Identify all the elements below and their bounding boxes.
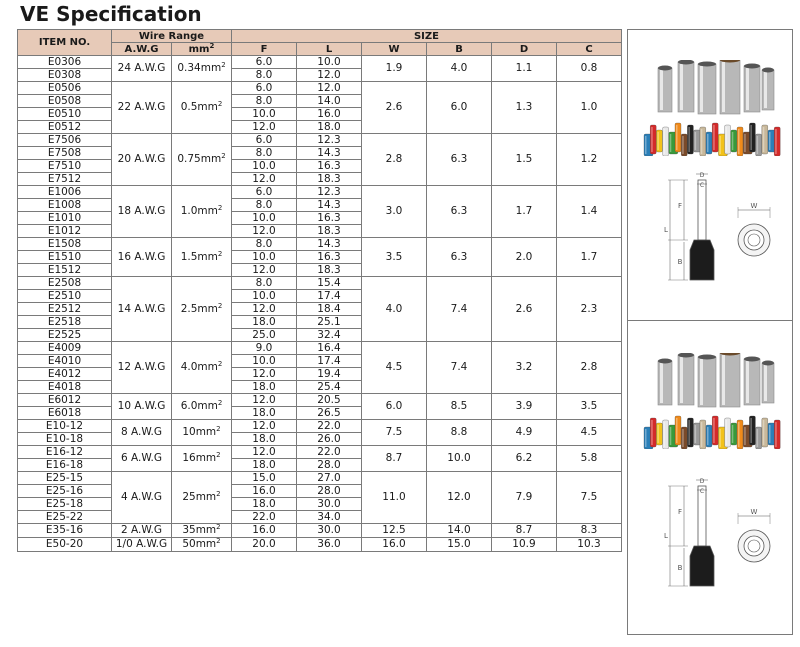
table-row — [18, 446, 622, 459]
w-cell: 3.0 — [362, 186, 427, 238]
item-no-cell: E2518 — [18, 316, 112, 329]
l-cell: 22.0 — [297, 420, 362, 433]
w-cell: 7.5 — [362, 420, 427, 446]
f-cell: 8.0 — [232, 199, 297, 212]
mm2-superscript: 2 — [216, 490, 221, 498]
item-no-cell: E1008 — [18, 199, 112, 212]
l-cell: 28.0 — [297, 485, 362, 498]
item-no-cell: E2512 — [18, 303, 112, 316]
item-no-cell: E25-15 — [18, 472, 112, 485]
w-cell: 2.8 — [362, 134, 427, 186]
b-cell: 8.8 — [427, 420, 492, 446]
l-cell: 25.4 — [297, 381, 362, 394]
header-mm2-text: mm — [188, 43, 210, 55]
item-no-cell: E6012 — [18, 394, 112, 407]
d-cell: 7.9 — [492, 472, 557, 524]
l-cell: 30.0 — [297, 498, 362, 511]
page-title: VE Specification — [20, 2, 202, 26]
ferrule-assortment-photo — [638, 353, 784, 449]
f-cell: 18.0 — [232, 316, 297, 329]
mm2-cell — [172, 277, 232, 342]
f-cell: 20.0 — [232, 538, 297, 552]
l-cell: 28.0 — [297, 459, 362, 472]
f-cell: 8.0 — [232, 147, 297, 160]
l-cell: 12.3 — [297, 186, 362, 199]
f-cell: 6.0 — [232, 82, 297, 95]
spec-table-body — [18, 56, 622, 552]
table-row — [18, 342, 622, 355]
w-cell: 2.6 — [362, 82, 427, 134]
ferrule-dimension-drawing — [640, 172, 780, 282]
d-cell: 6.2 — [492, 446, 557, 472]
item-no-cell: E1508 — [18, 238, 112, 251]
b-cell: 6.3 — [427, 186, 492, 238]
awg-cell: 14 A.W.G — [112, 277, 172, 342]
f-cell: 12.0 — [232, 225, 297, 238]
f-cell: 12.0 — [232, 173, 297, 186]
item-no-cell: E35-16 — [18, 524, 112, 538]
f-cell: 12.0 — [232, 446, 297, 459]
f-cell: 12.0 — [232, 303, 297, 316]
awg-cell: 22 A.W.G — [112, 82, 172, 134]
mm2-superscript: 2 — [217, 399, 223, 407]
mm2-value: 0.75mm — [177, 153, 222, 165]
table-row — [18, 134, 622, 147]
header-item-no: ITEM NO. — [18, 30, 112, 56]
f-cell: 12.0 — [232, 121, 297, 134]
table-row — [18, 82, 622, 95]
svg-text:C: C — [699, 182, 705, 189]
l-cell: 22.0 — [297, 446, 362, 459]
mm2-superscript: 2 — [217, 301, 223, 310]
item-no-cell: E10-12 — [18, 420, 112, 433]
mm2-value: 16mm — [182, 452, 217, 464]
f-cell: 10.0 — [232, 212, 297, 225]
item-no-cell: E1512 — [18, 264, 112, 277]
table-row — [18, 394, 622, 407]
l-cell: 12.0 — [297, 82, 362, 95]
svg-text:C: C — [699, 488, 705, 495]
item-no-cell: E25-22 — [18, 511, 112, 524]
f-cell: 25.0 — [232, 329, 297, 342]
d-cell: 3.2 — [492, 342, 557, 394]
l-cell: 27.0 — [297, 472, 362, 485]
f-cell: 15.0 — [232, 472, 297, 485]
f-cell: 6.0 — [232, 186, 297, 199]
svg-text:D: D — [699, 172, 705, 179]
item-no-cell: E4009 — [18, 342, 112, 355]
b-cell: 10.0 — [427, 446, 492, 472]
item-no-cell: E0308 — [18, 69, 112, 82]
item-no-cell: E2525 — [18, 329, 112, 342]
l-cell: 18.3 — [297, 173, 362, 186]
c-cell: 2.8 — [557, 342, 622, 394]
header-l: L — [297, 43, 362, 56]
l-cell: 15.4 — [297, 277, 362, 290]
c-cell: 4.5 — [557, 420, 622, 446]
f-cell: 8.0 — [232, 277, 297, 290]
b-cell: 4.0 — [427, 56, 492, 82]
mm2-cell — [172, 82, 232, 134]
l-cell: 17.4 — [297, 290, 362, 303]
f-cell: 10.0 — [232, 355, 297, 368]
w-cell: 11.0 — [362, 472, 427, 524]
f-cell: 8.0 — [232, 238, 297, 251]
header-wire-range: Wire Range — [112, 30, 232, 43]
mm2-cell — [172, 342, 232, 394]
mm2-superscript: 2 — [217, 360, 223, 368]
l-cell: 16.3 — [297, 160, 362, 173]
item-no-cell: E0508 — [18, 95, 112, 108]
table-row — [18, 186, 622, 199]
item-no-cell: E0306 — [18, 56, 112, 69]
f-cell: 22.0 — [232, 511, 297, 524]
l-cell: 36.0 — [297, 538, 362, 552]
header-awg: A.W.G — [112, 43, 172, 56]
b-cell: 6.0 — [427, 82, 492, 134]
mm2-cell — [172, 538, 232, 552]
image-panel-bottom — [627, 320, 793, 635]
item-no-cell: E50-20 — [18, 538, 112, 552]
item-no-cell: E7510 — [18, 160, 112, 173]
f-cell: 18.0 — [232, 433, 297, 446]
w-cell: 3.5 — [362, 238, 427, 277]
header-w: W — [362, 43, 427, 56]
item-no-cell: E2510 — [18, 290, 112, 303]
header-f: F — [232, 43, 297, 56]
mm2-cell — [172, 446, 232, 472]
mm2-value: 35mm — [182, 524, 217, 536]
mm2-value: 0.34mm — [177, 62, 222, 74]
mm2-value: 6.0mm — [180, 400, 218, 412]
l-cell: 12.0 — [297, 69, 362, 82]
c-cell: 0.8 — [557, 56, 622, 82]
b-cell: 14.0 — [427, 524, 492, 538]
w-cell: 4.0 — [362, 277, 427, 342]
awg-cell: 6 A.W.G — [112, 446, 172, 472]
b-cell: 6.3 — [427, 134, 492, 186]
f-cell: 6.0 — [232, 134, 297, 147]
l-cell: 18.3 — [297, 264, 362, 277]
header-mm2-sup: 2 — [209, 42, 215, 50]
l-cell: 32.4 — [297, 329, 362, 342]
l-cell: 16.3 — [297, 212, 362, 225]
awg-cell: 8 A.W.G — [112, 420, 172, 446]
c-cell: 5.8 — [557, 446, 622, 472]
f-cell: 10.0 — [232, 108, 297, 121]
item-no-cell: E7508 — [18, 147, 112, 160]
f-cell: 10.0 — [232, 290, 297, 303]
mm2-value: 1.0mm — [180, 205, 218, 217]
table-row — [18, 56, 622, 69]
item-no-cell: E6018 — [18, 407, 112, 420]
item-no-cell: E4010 — [18, 355, 112, 368]
c-cell: 7.5 — [557, 472, 622, 524]
b-cell: 15.0 — [427, 538, 492, 552]
mm2-cell — [172, 134, 232, 186]
l-cell: 14.3 — [297, 238, 362, 251]
f-cell: 8.0 — [232, 95, 297, 108]
mm2-cell — [172, 238, 232, 277]
b-cell: 6.3 — [427, 238, 492, 277]
b-cell: 7.4 — [427, 277, 492, 342]
mm2-value: 10mm — [182, 426, 217, 438]
awg-cell: 12 A.W.G — [112, 342, 172, 394]
item-no-cell: E7506 — [18, 134, 112, 147]
item-no-cell: E0506 — [18, 82, 112, 95]
l-cell: 19.4 — [297, 368, 362, 381]
awg-cell: 4 A.W.G — [112, 472, 172, 524]
awg-cell: 2 A.W.G — [112, 524, 172, 538]
f-cell: 18.0 — [232, 381, 297, 394]
l-cell: 12.3 — [297, 134, 362, 147]
f-cell: 12.0 — [232, 420, 297, 433]
ferrule-assortment-photo — [638, 60, 784, 156]
mm2-value: 0.5mm — [180, 101, 218, 113]
svg-text:W: W — [750, 508, 758, 516]
mm2-superscript: 2 — [221, 152, 226, 160]
w-cell: 4.5 — [362, 342, 427, 394]
f-cell: 12.0 — [232, 394, 297, 407]
c-cell: 8.3 — [557, 524, 622, 538]
f-cell: 12.0 — [232, 368, 297, 381]
mm2-value: 4.0mm — [180, 361, 218, 373]
svg-text:D: D — [699, 478, 705, 485]
spec-table — [17, 29, 622, 552]
svg-text:L: L — [664, 226, 668, 234]
c-cell: 10.3 — [557, 538, 622, 552]
mm2-value: 50mm — [182, 538, 217, 550]
c-cell: 2.3 — [557, 277, 622, 342]
item-no-cell: E16-12 — [18, 446, 112, 459]
c-cell: 3.5 — [557, 394, 622, 420]
table-row — [18, 472, 622, 485]
l-cell: 34.0 — [297, 511, 362, 524]
d-cell: 1.7 — [492, 186, 557, 238]
header-c: C — [557, 43, 622, 56]
c-cell: 1.0 — [557, 82, 622, 134]
d-cell: 1.3 — [492, 82, 557, 134]
l-cell: 30.0 — [297, 524, 362, 538]
l-cell: 16.3 — [297, 251, 362, 264]
mm2-value: 25mm — [182, 491, 217, 503]
item-no-cell: E7512 — [18, 173, 112, 186]
item-no-cell: E25-16 — [18, 485, 112, 498]
svg-text:F: F — [677, 202, 683, 210]
awg-cell: 20 A.W.G — [112, 134, 172, 186]
mm2-cell — [172, 186, 232, 238]
table-row — [18, 538, 622, 552]
header-size: SIZE — [232, 30, 622, 43]
item-no-cell: E1006 — [18, 186, 112, 199]
w-cell: 1.9 — [362, 56, 427, 82]
mm2-cell — [172, 524, 232, 538]
svg-text:B: B — [677, 258, 683, 266]
header-d: D — [492, 43, 557, 56]
table-row — [18, 420, 622, 433]
d-cell: 2.0 — [492, 238, 557, 277]
awg-cell: 10 A.W.G — [112, 394, 172, 420]
mm2-superscript: 2 — [216, 425, 221, 433]
w-cell: 6.0 — [362, 394, 427, 420]
f-cell: 12.0 — [232, 264, 297, 277]
item-no-cell: E4012 — [18, 368, 112, 381]
mm2-superscript: 2 — [216, 537, 221, 545]
c-cell: 1.4 — [557, 186, 622, 238]
w-cell: 16.0 — [362, 538, 427, 552]
awg-cell: 1/0 A.W.G — [112, 538, 172, 552]
l-cell: 16.0 — [297, 108, 362, 121]
mm2-superscript: 2 — [217, 204, 223, 212]
b-cell: 12.0 — [427, 472, 492, 524]
awg-cell: 16 A.W.G — [112, 238, 172, 277]
header-mm2 — [172, 43, 232, 56]
l-cell: 18.0 — [297, 121, 362, 134]
f-cell: 6.0 — [232, 56, 297, 69]
awg-cell: 18 A.W.G — [112, 186, 172, 238]
l-cell: 16.4 — [297, 342, 362, 355]
f-cell: 10.0 — [232, 160, 297, 173]
mm2-superscript: 2 — [216, 451, 221, 459]
l-cell: 25.1 — [297, 316, 362, 329]
f-cell: 16.0 — [232, 524, 297, 538]
l-cell: 10.0 — [297, 56, 362, 69]
f-cell: 8.0 — [232, 69, 297, 82]
l-cell: 14.3 — [297, 199, 362, 212]
awg-cell: 24 A.W.G — [112, 56, 172, 82]
f-cell: 9.0 — [232, 342, 297, 355]
f-cell: 18.0 — [232, 498, 297, 511]
d-cell: 10.9 — [492, 538, 557, 552]
item-no-cell: E1012 — [18, 225, 112, 238]
w-cell: 8.7 — [362, 446, 427, 472]
svg-text:B: B — [677, 564, 683, 572]
d-cell: 4.9 — [492, 420, 557, 446]
mm2-value: 1.5mm — [180, 250, 218, 263]
l-cell: 26.5 — [297, 407, 362, 420]
f-cell: 18.0 — [232, 407, 297, 420]
mm2-superscript: 2 — [221, 61, 226, 69]
mm2-cell — [172, 420, 232, 446]
d-cell: 1.1 — [492, 56, 557, 82]
c-cell: 1.7 — [557, 238, 622, 277]
l-cell: 14.3 — [297, 147, 362, 160]
image-panel-top — [627, 29, 793, 321]
table-row — [18, 238, 622, 251]
mm2-cell — [172, 56, 232, 82]
d-cell: 2.6 — [492, 277, 557, 342]
l-cell: 18.4 — [297, 303, 362, 316]
b-cell: 8.5 — [427, 394, 492, 420]
item-no-cell: E0510 — [18, 108, 112, 121]
c-cell: 1.2 — [557, 134, 622, 186]
header-b: B — [427, 43, 492, 56]
d-cell: 3.9 — [492, 394, 557, 420]
d-cell: 1.5 — [492, 134, 557, 186]
l-cell: 14.0 — [297, 95, 362, 108]
item-no-cell: E25-18 — [18, 498, 112, 511]
svg-text:L: L — [664, 532, 668, 540]
l-cell: 26.0 — [297, 433, 362, 446]
item-no-cell: E10-18 — [18, 433, 112, 446]
l-cell: 20.5 — [297, 394, 362, 407]
item-no-cell: E1510 — [18, 251, 112, 264]
b-cell: 7.4 — [427, 342, 492, 394]
item-no-cell: E2508 — [18, 277, 112, 290]
mm2-superscript: 2 — [217, 100, 223, 108]
l-cell: 17.4 — [297, 355, 362, 368]
mm2-cell — [172, 394, 232, 420]
l-cell: 18.3 — [297, 225, 362, 238]
d-cell: 8.7 — [492, 524, 557, 538]
mm2-superscript: 2 — [217, 249, 223, 258]
item-no-cell: E16-18 — [18, 459, 112, 472]
item-no-cell: E0512 — [18, 121, 112, 134]
mm2-cell — [172, 472, 232, 524]
svg-text:W: W — [750, 202, 758, 210]
f-cell: 18.0 — [232, 459, 297, 472]
w-cell: 12.5 — [362, 524, 427, 538]
mm2-value: 2.5mm — [180, 302, 218, 315]
item-no-cell: E1010 — [18, 212, 112, 225]
ferrule-dimension-drawing — [640, 478, 780, 588]
f-cell: 10.0 — [232, 251, 297, 264]
table-row — [18, 524, 622, 538]
item-no-cell: E4018 — [18, 381, 112, 394]
svg-text:F: F — [677, 508, 683, 516]
f-cell: 16.0 — [232, 485, 297, 498]
table-row — [18, 277, 622, 290]
mm2-superscript: 2 — [216, 523, 221, 531]
